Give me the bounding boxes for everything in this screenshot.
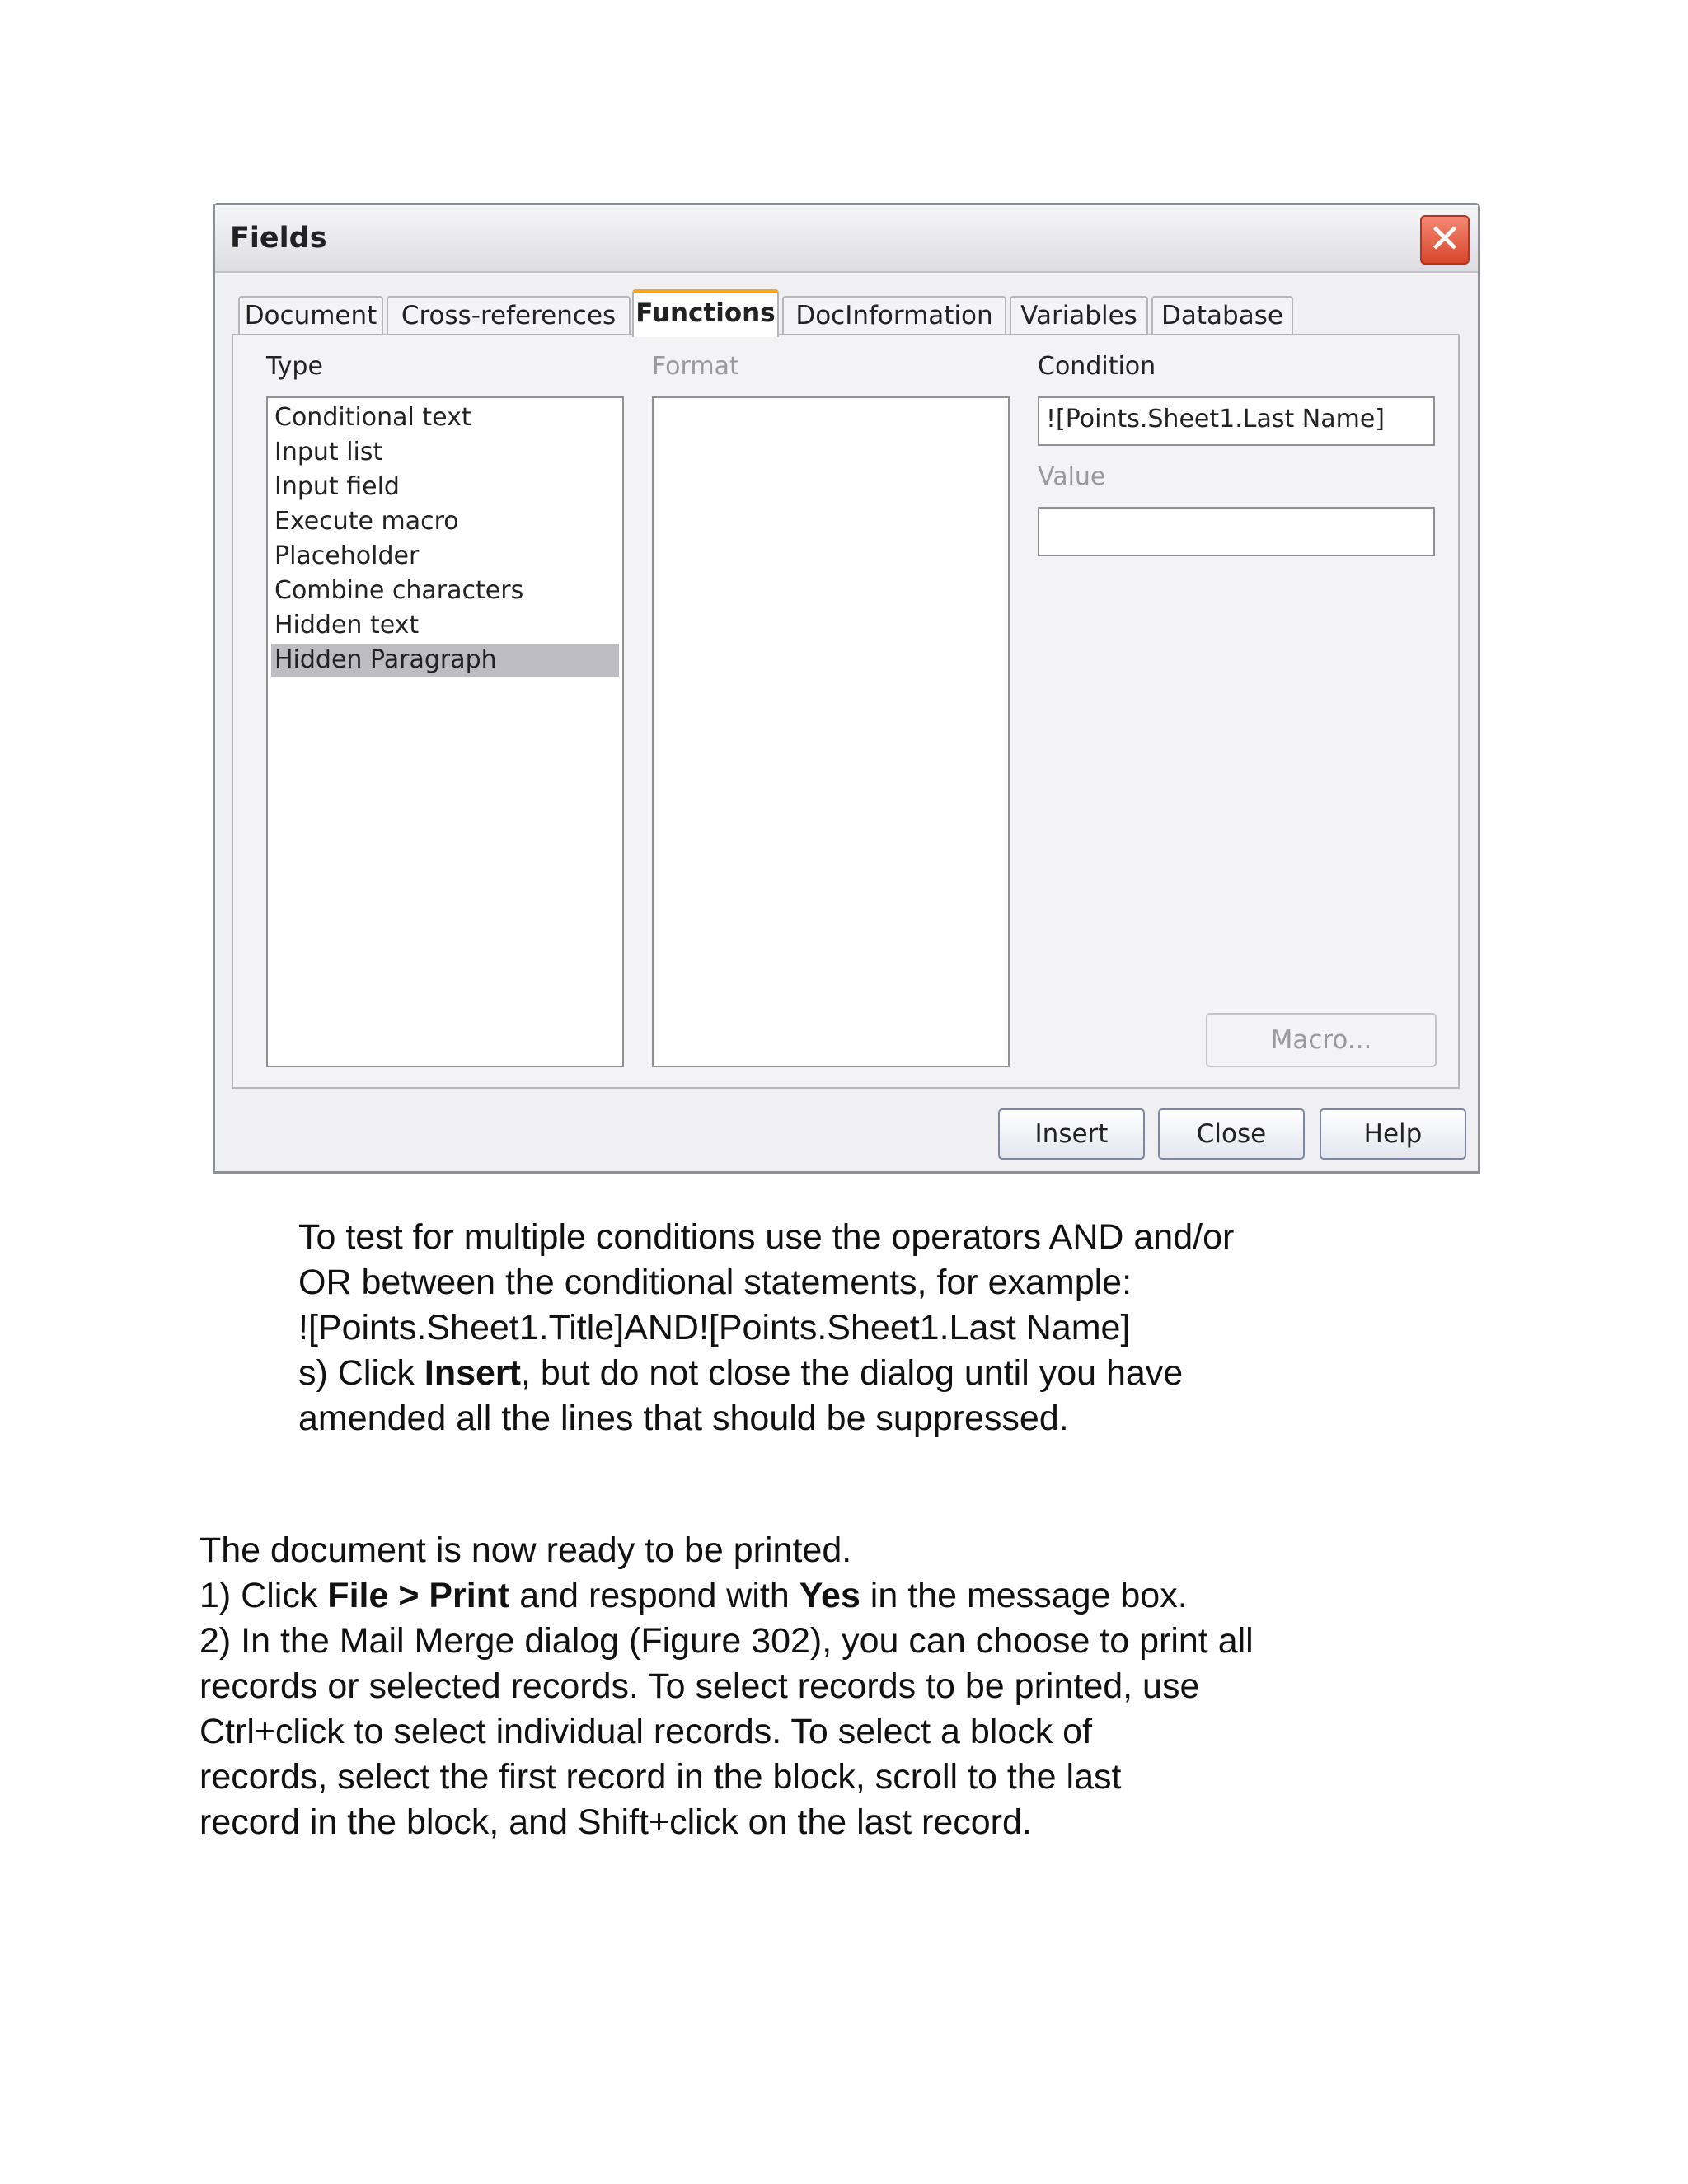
text-line: OR between the conditional statements, for example: xyxy=(298,1263,1132,1302)
text-line: ![Points.Sheet1.Title]AND![Points.Sheet1.Last Name] xyxy=(298,1308,1131,1347)
value-field[interactable] xyxy=(1038,507,1435,556)
text-line: record in the block, and Shift+click on the last record. xyxy=(199,1802,1032,1842)
step-s-line: s) Click Insert, but do not close the dialog until you have xyxy=(298,1353,1184,1393)
value-label: Value xyxy=(1038,462,1106,491)
format-label: Format xyxy=(652,352,739,381)
text-line: records or selected records. To select records to be printed, use xyxy=(199,1666,1200,1706)
yes-bold: Yes xyxy=(799,1576,860,1615)
step-1-line: 1) Click File > Print and respond with Yes in the message box. xyxy=(199,1576,1188,1615)
help-button[interactable]: Help xyxy=(1320,1108,1466,1160)
format-list[interactable] xyxy=(652,396,1010,1067)
dialog-title: Fields xyxy=(230,222,327,255)
condition-label: Condition xyxy=(1038,352,1156,381)
macro-button[interactable]: Macro... xyxy=(1206,1013,1437,1067)
fields-dialog xyxy=(213,203,1480,1174)
text-line: The document is now ready to be printed. xyxy=(199,1530,852,1570)
list-item[interactable]: Hidden text xyxy=(274,611,420,640)
text-line: Ctrl+click to select individual records. To select a block of xyxy=(199,1712,1093,1751)
close-icon[interactable]: ✕ xyxy=(1420,215,1470,265)
text-line: records, select the first record in the block, scroll to the last xyxy=(199,1757,1122,1797)
indented-text-block xyxy=(298,1215,1234,1441)
functions-panel xyxy=(232,334,1460,1089)
text-line: amended all the lines that should be suppressed. xyxy=(298,1399,1069,1438)
list-item[interactable]: Conditional text xyxy=(274,403,471,432)
list-item[interactable]: Combine characters xyxy=(274,576,524,605)
type-list[interactable] xyxy=(266,396,624,1067)
tab-functions[interactable]: Functions xyxy=(632,289,779,337)
tab-variables[interactable]: Variables xyxy=(1010,296,1148,335)
list-item[interactable]: Execute macro xyxy=(274,507,459,536)
insert-bold: Insert xyxy=(424,1353,521,1393)
text-line: 2) In the Mail Merge dialog (Figure 302), you can choose to print all xyxy=(199,1621,1254,1661)
type-label: Type xyxy=(266,352,323,381)
list-item-selected[interactable]: Hidden Paragraph xyxy=(271,644,619,677)
tab-document[interactable]: Document xyxy=(238,296,383,335)
insert-button[interactable]: Insert xyxy=(998,1108,1145,1160)
title-bar xyxy=(215,205,1478,273)
tab-database[interactable]: Database xyxy=(1151,296,1293,335)
close-button[interactable]: Close xyxy=(1158,1108,1305,1160)
tab-cross-references[interactable]: Cross-references xyxy=(387,296,631,335)
body-text-block xyxy=(199,1528,1254,1845)
condition-field[interactable]: ![Points.Sheet1.Last Name] xyxy=(1038,396,1435,446)
list-item[interactable]: Input field xyxy=(274,472,400,501)
list-item[interactable]: Placeholder xyxy=(274,541,420,570)
file-print-bold: File > Print xyxy=(327,1576,510,1615)
list-item[interactable]: Input list xyxy=(274,438,383,466)
text-line: To test for multiple conditions use the operators AND and/or xyxy=(298,1217,1235,1257)
tab-docinformation[interactable]: DocInformation xyxy=(782,296,1006,335)
